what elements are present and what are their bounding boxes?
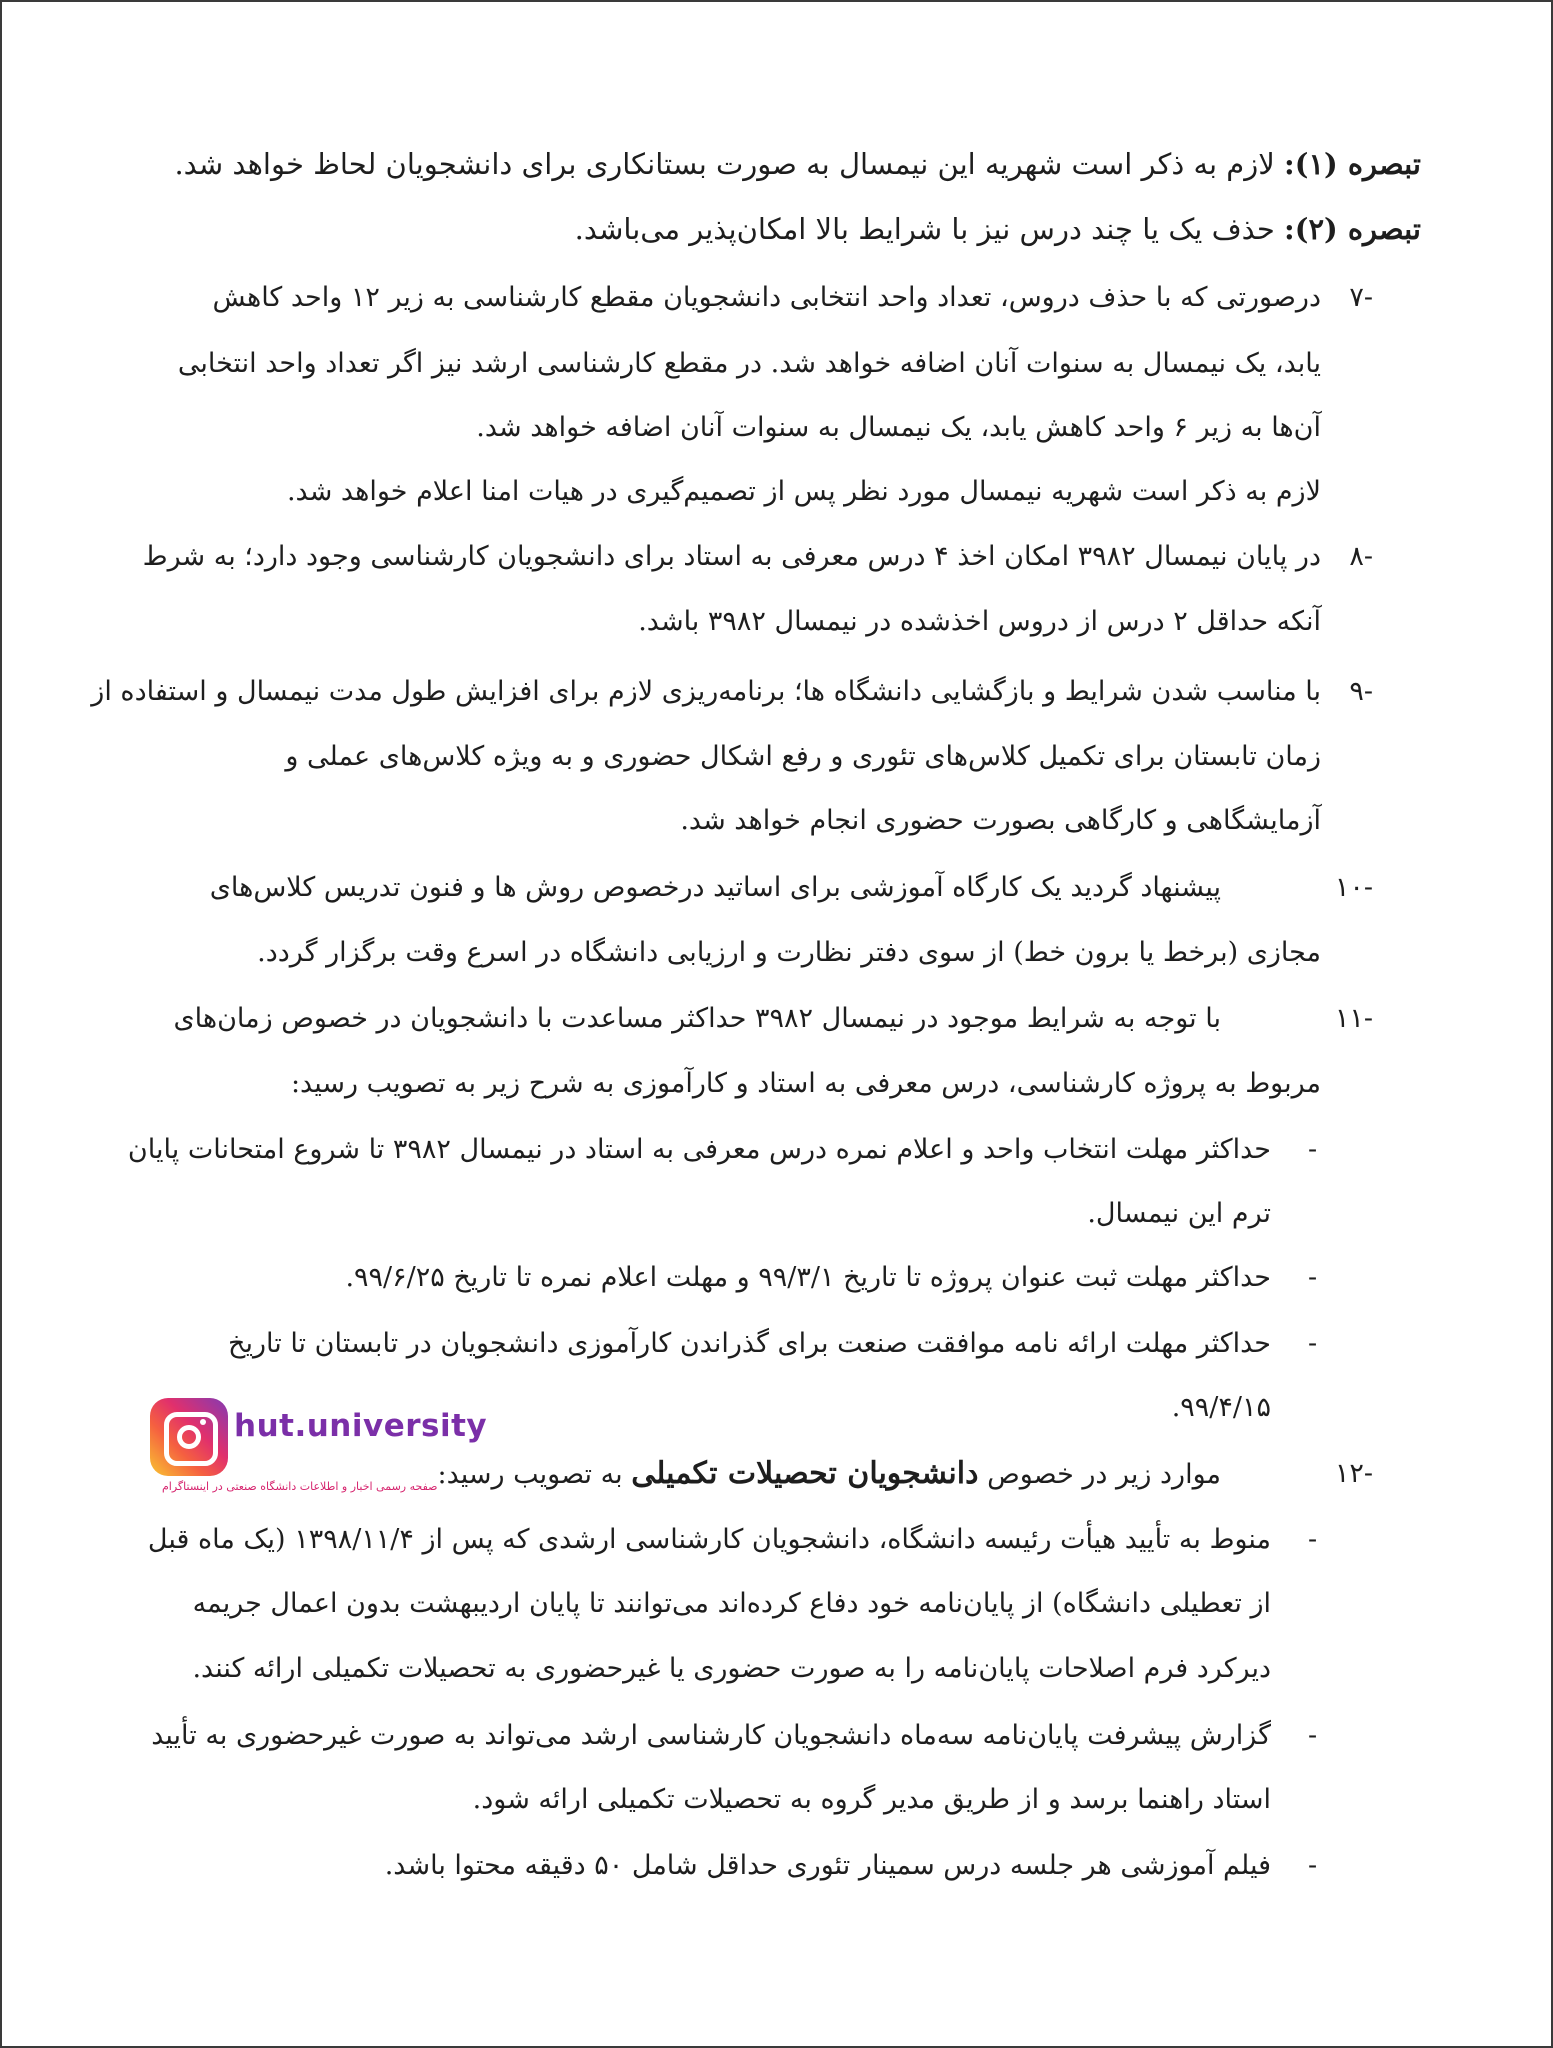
- item-9-line: با مناسب شدن شرایط و بازگشایی دانشگاه ها؛ برنامه‌ریزی لازم برای افزایش طول مدت نیمسال و استفاده از: [91, 676, 1321, 707]
- item-10-line: پیشنهاد گردید یک کارگاه آموزشی برای اساتید درخصوص روش ها و فنون تدریس کلاس‌های: [209, 872, 1221, 903]
- item-11-line: با توجه به شرایط موجود در نیمسال ۳۹۸۲ حداکثر مساعدت با دانشجویان در خصوص زمان‌های: [173, 1003, 1221, 1034]
- item-9-line: آزمایشگاهی و کارگاهی بصورت حضوری انجام خواهد شد.: [680, 805, 1321, 836]
- item-12-bullet: فیلم آموزشی هر جلسه درس سمینار تئوری حداقل شامل ۵۰ دقیقه محتوا باشد.: [384, 1850, 1271, 1881]
- bullet-dash: -: [1308, 1134, 1318, 1165]
- item-11-bullet: حداکثر مهلت ارائه نامه موافقت صنعت برای گذراندن کارآموزی دانشجویان در تابستان تا تاریخ: [228, 1328, 1271, 1359]
- item-7-number: -۷: [1349, 282, 1373, 313]
- item-12-intro-after: به تصویب رسید:: [437, 1459, 632, 1490]
- bullet-dash: -: [1308, 1262, 1318, 1293]
- instagram-handle: hut.university: [234, 1408, 488, 1444]
- item-11-bullet: ترم این نیمسال.: [1087, 1198, 1271, 1229]
- note-2-title: تبصره (۲):: [1284, 212, 1421, 246]
- item-12-bullet: منوط به تأیید هیأت رئیسه دانشگاه، دانشجویان کارشناسی ارشدی که پس از ۱۳۹۸/۱۱/۴ (یک ماه قبل: [147, 1524, 1271, 1555]
- bullet-dash: -: [1308, 1850, 1318, 1881]
- item-11-bullet: ۹۹/۴/۱۵.: [1171, 1392, 1271, 1423]
- item-11-number: -۱۱: [1334, 1003, 1373, 1034]
- instagram-icon: [150, 1398, 228, 1476]
- item-12-bullet: دیرکرد فرم اصلاحات پایان‌نامه را به صورت حضوری یا غیرحضوری به تحصیلات تکمیلی ارائه کنند.: [192, 1653, 1271, 1684]
- item-12-intro-before: موارد زیر در خصوص: [978, 1459, 1221, 1490]
- item-12-number: -۱۲: [1334, 1458, 1373, 1489]
- item-9-line: زمان تابستان برای تکمیل کلاس‌های تئوری و رفع اشکال حضوری و به ویژه کلاس‌های عملی و: [285, 741, 1321, 772]
- bullet-dash: -: [1308, 1328, 1318, 1359]
- item-10-line: مجازی (برخط یا برون خط) از سوی دفتر نظارت و ارزیابی دانشگاه در اسرع وقت برگزار گردد.: [257, 937, 1321, 968]
- instagram-watermark: [150, 1398, 488, 1504]
- item-11-bullet: حداکثر مهلت انتخاب واحد و اعلام نمره درس معرفی به استاد در نیمسال ۳۹۸۲ تا شروع امتحانات پایان: [127, 1134, 1271, 1165]
- item-8-line: در پایان نیمسال ۳۹۸۲ امکان اخذ ۴ درس معرفی به استاد برای دانشجویان کارشناسی وجود دارد؛ به شرط: [142, 541, 1321, 572]
- item-11-bullet: حداکثر مهلت ثبت عنوان پروژه تا تاریخ ۹۹/۳/۱ و مهلت اعلام نمره تا تاریخ ۹۹/۶/۲۵.: [345, 1262, 1271, 1293]
- item-7-line: آن‌ها به زیر ۶ واحد کاهش یابد، یک نیمسال به سنوات آنان اضافه خواهد شد.: [476, 412, 1321, 443]
- bullet-dash: -: [1308, 1720, 1318, 1751]
- bullet-dash: -: [1308, 1524, 1318, 1555]
- item-12-bullet: گزارش پیشرفت پایان‌نامه سه‌ماه دانشجویان کارشناسی ارشد می‌تواند به صورت غیرحضوری به تأیید: [151, 1720, 1271, 1751]
- item-10-number: -۱۰: [1334, 872, 1373, 903]
- item-12-bullet: از تعطیلی دانشگاه) از پایان‌نامه خود دفاع کرده‌اند می‌توانند تا پایان اردیبهشت بدون اعمال جریمه: [192, 1588, 1271, 1619]
- note-2: [575, 207, 1421, 251]
- note-2-text: حذف یک یا چند درس نیز با شرایط بالا امکان‌پذیر می‌باشد.: [574, 212, 1284, 246]
- item-9-number: -۹: [1349, 676, 1373, 707]
- item-7-line: یابد، یک نیمسال به سنوات آنان اضافه خواهد شد. در مقطع کارشناسی ارشد نیز اگر تعداد واحد انتخابی: [177, 348, 1321, 379]
- note-1: [174, 142, 1421, 186]
- item-11-line: مربوط به پروژه کارشناسی، درس معرفی به استاد و کارآموزی به شرح زیر به تصویب رسید:: [290, 1068, 1321, 1099]
- item-12-intro: [437, 1452, 1221, 1496]
- item-8-number: -۸: [1349, 541, 1373, 572]
- instagram-caption: صفحه رسمی اخبار و اطلاعات دانشگاه صنعتی در اینستاگرام: [162, 1480, 438, 1493]
- item-12-intro-bold: دانشجویان تحصیلات تکمیلی: [631, 1456, 979, 1491]
- item-7-line: درصورتی که با حذف دروس، تعداد واحد انتخابی دانشجویان مقطع کارشناسی به زیر ۱۲ واحد کاهش: [212, 282, 1321, 313]
- note-1-text: لازم به ذکر است شهریه این نیمسال به صورت بستانکاری برای دانشجویان لحاظ خواهد شد.: [174, 147, 1284, 181]
- note-1-title: تبصره (۱):: [1284, 147, 1421, 181]
- item-12-bullet: استاد راهنما برسد و از طریق مدیر گروه به تحصیلات تکمیلی ارائه شود.: [472, 1784, 1271, 1815]
- item-8-line: آنکه حداقل ۲ درس از دروس اخذشده در نیمسال ۳۹۸۲ باشد.: [638, 606, 1321, 637]
- item-7-line: لازم به ذکر است شهریه نیمسال مورد نظر پس از تصمیم‌گیری در هیات امنا اعلام خواهد شد.: [286, 476, 1321, 507]
